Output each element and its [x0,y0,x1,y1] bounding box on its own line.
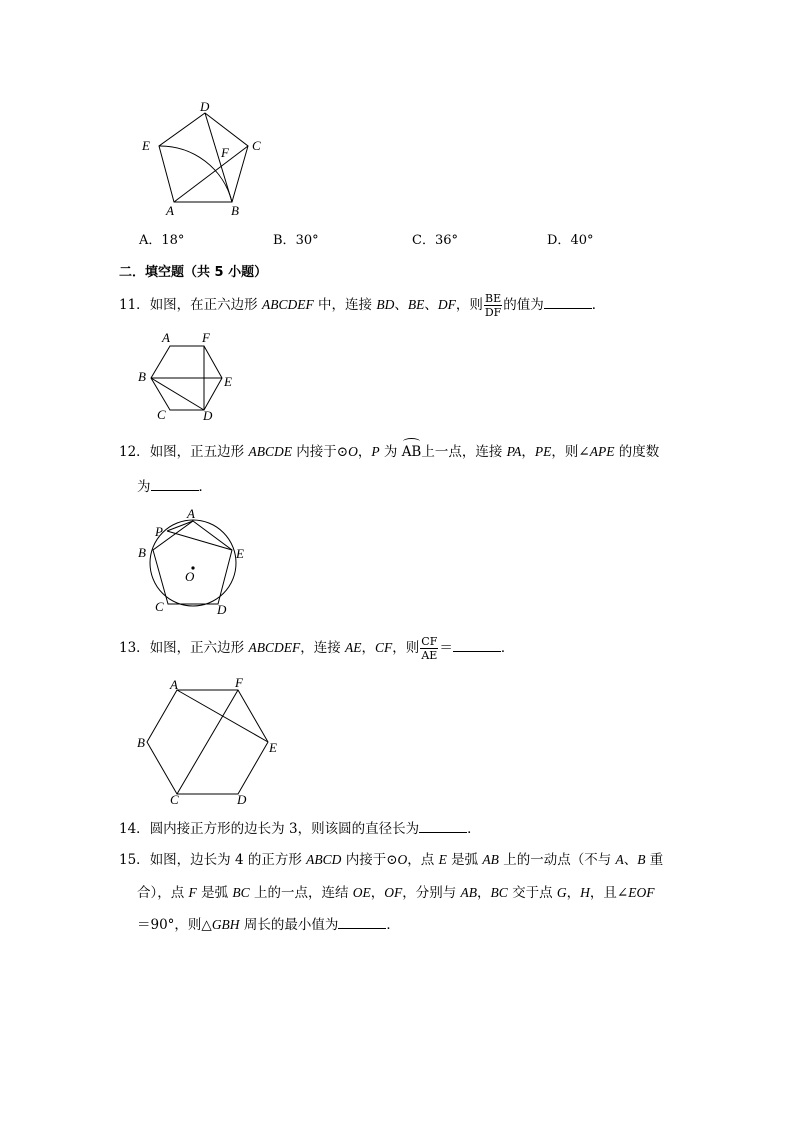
q14-text: 14．圆内接正方形的边长为 3，则该圆的直径长为 ． [119,821,481,837]
q15-text-line3: ＝90°，则△GBH 周长的最小值为 ． [137,917,400,933]
q10-label-D: D [200,99,210,114]
q13-text: 13．如图，正六边形 ABCDEF，连接 AE，CF，则 $\frac{CF}{AE}$ ＝ ． [119,635,515,662]
q13-label-A: A [170,677,178,692]
q11-label-E: E [224,374,232,389]
q11-label-A: A [162,330,170,345]
q11-label-D: D [203,408,213,423]
q15-text-line1: 15．如图，边长为 4 的正方形 ABCD 内接于⊙O，点 E 是弧 AB 上的一动点（不与 A、B 重 [119,852,664,868]
q12-label-O: O [185,569,195,584]
section-heading: 二．填空题（共 5 小题） [119,265,268,280]
q11-label-F: F [202,330,210,345]
q11-fraction: $\frac{BE}{DF}$ [484,292,502,319]
q13-label-D: D [237,792,247,807]
q15-answer-blank[interactable] [338,916,386,929]
q12-label-E: E [236,546,244,561]
q12-text-line1: 12．如图，正五边形 ABCDE 内接于⊙O，P 为 AB上一点，连接 PA，PE，则∠APE 的度数 [119,444,660,460]
q10-label-E: E [142,138,150,153]
q12-arc-ab: AB [401,444,422,460]
q12-label-A: A [187,506,195,521]
q12-label-P: P [155,524,163,539]
q13-label-B: B [137,735,145,750]
q10-choice-a: A．18° [139,233,185,248]
q10-label-B: B [231,203,239,218]
q10-choice-d: D．40° [547,233,594,248]
q12-text-line2: 为 ． [137,479,212,495]
q10-choice-c: C．36° [412,233,458,248]
q11-text: 11．如图，在正六边形 ABCDEF 中，连接 BD、BE、DF，则 $\frac{BE}{DF}$ 的值为 ． [119,292,606,319]
q10-label-A: A [166,203,174,218]
q14-answer-blank[interactable] [419,820,467,833]
q10-label-C: C [252,138,261,153]
q10-choice-b: B．30° [273,233,319,248]
q12-label-C: C [155,599,164,614]
q13-fraction: $\frac{CF}{AE}$ [421,635,438,662]
q13-label-F: F [235,675,243,690]
q10-label-F: F [221,145,229,160]
q12-label-D: D [217,602,227,617]
q11-label-C: C [157,407,166,422]
q13-label-E: E [269,740,277,755]
q11-label-B: B [138,369,146,384]
q13-label-C: C [170,792,179,807]
q15-text-line2: 合），点 F 是弧 BC 上的一点，连结 OE，OF，分别与 AB，BC 交于点 G，H，且∠EOF [137,885,655,901]
q12-label-B: B [138,545,146,560]
